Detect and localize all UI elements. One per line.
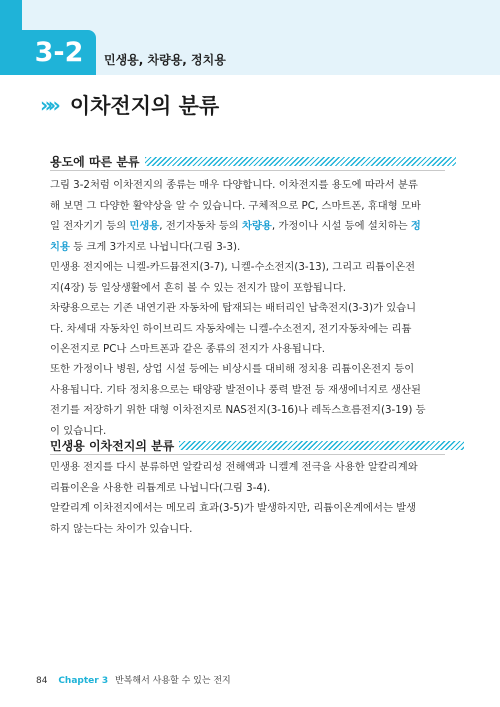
page-number: 84 xyxy=(36,676,48,686)
text-run: , 가정이나 시설 등에 설치하는 xyxy=(271,220,411,232)
section-heading-text: 민생용 이차전지의 분류 xyxy=(50,439,175,453)
heading-divider xyxy=(50,170,445,171)
double-chevron-right-icon: »» xyxy=(40,93,56,117)
text-line xyxy=(50,498,445,519)
text-line xyxy=(50,359,445,380)
text-run: 그림 3-2처럼 이차전지의 종류는 매우 다양합니다. 이차전지를 용도에 따라서 분류 xyxy=(50,179,418,191)
text-run: 전기를 저장하기 위한 대형 이차전지로 NAS전지(3-16)나 레독스흐름전지(3-19) 등 xyxy=(50,404,426,416)
text-line xyxy=(50,216,445,237)
text-run: 이 있습니다. xyxy=(50,424,107,437)
text-run: 민생용 전지에는 니켈-카드뮴전지(3-7), 니켈-수소전지(3-13), 그리고 리튬이온전 xyxy=(50,261,416,273)
text-run: 알칼리계 이차전지에서는 메모리 효과(3-5)가 발생하지만, 리튬이온계에서는 발생 xyxy=(50,502,417,514)
body-paragraph xyxy=(50,359,445,441)
text-run: 하지 않는다는 차이가 있습니다. xyxy=(50,522,193,535)
page-footer xyxy=(36,673,231,686)
text-run: 사용됩니다. 기타 정치용으로는 태양광 발전이나 풍력 발전 등 재생에너지로 생산된 xyxy=(50,383,421,396)
section-number-tab: 3-2 xyxy=(22,30,96,75)
text-run: 민생용 전지를 다시 분류하면 알칼리성 전해액과 니켈계 전극을 사용한 알칼리계와 xyxy=(50,461,418,473)
text-line xyxy=(50,257,445,278)
body-paragraph xyxy=(50,175,445,257)
section-heading-consumer xyxy=(50,437,464,454)
text-line xyxy=(50,298,445,319)
body-paragraph xyxy=(50,457,445,498)
highlighted-term: 정 xyxy=(410,220,421,232)
text-line xyxy=(50,175,445,196)
body-paragraph xyxy=(50,298,445,360)
page-title-row xyxy=(40,90,219,120)
text-run: 다. 차세대 자동차인 하이브리드 자동차에는 니켈-수소전지, 전기자동차에는 리튬 xyxy=(50,322,412,335)
section-subtitle: 민생용, 차량용, 정치용 xyxy=(104,53,226,67)
text-run: 또한 가정이나 병원, 상업 시설 등에는 비상시를 대비해 정치용 리튬이온전지 등이 xyxy=(50,363,415,375)
highlighted-term: 민생용 xyxy=(129,220,160,232)
text-line xyxy=(50,319,445,340)
heading-hatch-decoration xyxy=(145,157,456,166)
text-line xyxy=(50,278,445,299)
heading-hatch-decoration xyxy=(179,441,464,450)
text-run: 지(4장) 등 일상생활에서 흔히 볼 수 있는 전지가 많이 포함됩니다. xyxy=(50,281,346,294)
text-run: 등 크게 3가지로 나뉩니다(그림 3-3). xyxy=(69,240,241,253)
body-paragraph xyxy=(50,257,445,298)
text-line xyxy=(50,519,445,540)
text-run: 일 전자기기 등의 xyxy=(50,220,130,232)
text-line xyxy=(50,196,445,217)
body-paragraph xyxy=(50,498,445,539)
chapter-label: Chapter 3 xyxy=(58,676,109,686)
section-heading-usage xyxy=(50,153,456,170)
text-run: 이온전지로 PC나 스마트폰과 같은 종류의 전지가 사용됩니다. xyxy=(50,343,326,355)
text-line xyxy=(50,339,445,360)
chapter-title: 반복해서 사용할 수 있는 전지 xyxy=(114,676,231,686)
heading-divider xyxy=(50,454,445,455)
text-run: 차량용으로는 기존 내연기관 자동차에 탑재되는 배터리인 납축전지(3-3)가 있습니 xyxy=(50,302,417,314)
section-heading-text: 용도에 따른 분류 xyxy=(50,155,140,169)
text-run: , 전기자동차 등의 xyxy=(159,220,243,232)
page-title: 이차전지의 분류 xyxy=(69,94,220,118)
text-run: 해 보면 그 다양한 활약상을 알 수 있습니다. 구체적으로 PC, 스마트폰, 휴대형 모바 xyxy=(50,199,421,212)
text-run: 리튬이온을 사용한 리튬계로 나뉩니다(그림 3-4). xyxy=(50,481,271,494)
header-accent-block xyxy=(0,0,22,75)
text-line xyxy=(50,400,445,421)
text-line xyxy=(50,380,445,401)
text-line xyxy=(50,457,445,478)
highlighted-term: 치용 xyxy=(50,240,70,253)
text-line xyxy=(50,237,445,258)
highlighted-term: 차량용 xyxy=(242,220,272,232)
text-line xyxy=(50,478,445,499)
